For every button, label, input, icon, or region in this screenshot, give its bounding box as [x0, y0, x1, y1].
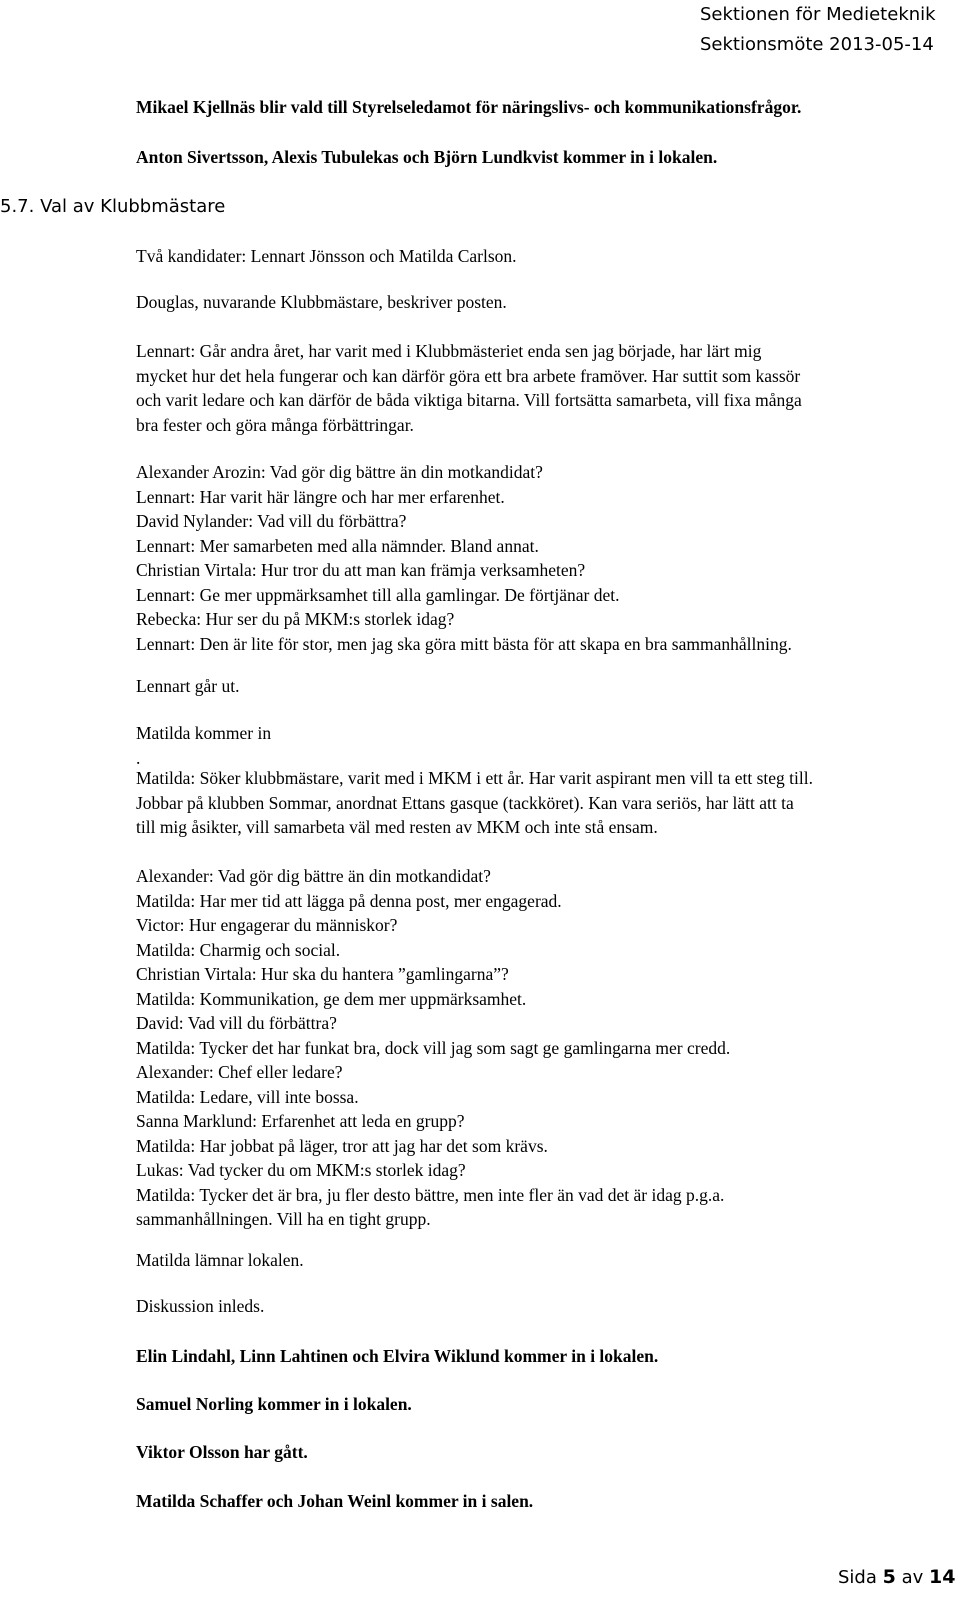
- text-line: Lennart går ut.: [136, 676, 240, 696]
- paragraph: [136, 290, 936, 315]
- header-meeting: Sektionsmöte 2013-05-14: [700, 34, 934, 55]
- paragraph: [136, 766, 936, 840]
- text-line: Matilda: Charmig och social.: [136, 939, 341, 960]
- text-line: Christian Virtala: Hur ska du hantera ”gamlingarna”?: [136, 964, 509, 984]
- text-line: Victor: Hur engagerar du människor?: [136, 915, 398, 935]
- text-line: Mikael Kjellnäs blir vald till Styrelseledamot för näringslivs- och kommunikationsfrågor.: [136, 97, 802, 117]
- text-line: Douglas, nuvarande Klubbmästare, beskriver posten.: [136, 292, 507, 312]
- text-line: Lennart: Har varit här längre och har mer erfarenhet.: [136, 486, 505, 507]
- paragraph: [136, 1489, 936, 1514]
- paragraph: [136, 95, 936, 120]
- text-line: Lennart: Ge mer uppmärksamhet till alla gamlingar. De förtjänar det.: [136, 584, 620, 605]
- paragraph: [136, 339, 936, 437]
- page-footer: [838, 1566, 955, 1588]
- text-line: Alexander: Vad gör dig bättre än din motkandidat?: [136, 866, 491, 886]
- text-line: mycket hur det hela fungerar och kan därför göra ett bra arbete framöver. Har suttit som kassör: [136, 365, 801, 386]
- paragraph: [136, 1392, 936, 1417]
- text-line: Lennart: Mer samarbeten med alla nämnder. Bland annat.: [136, 535, 539, 556]
- paragraph: [136, 1248, 936, 1273]
- section-heading: 5.7. Val av Klubbmästare: [0, 196, 226, 217]
- text-line: Alexander Arozin: Vad gör dig bättre än din motkandidat?: [136, 462, 543, 482]
- text-line: Lukas: Vad tycker du om MKM:s storlek idag?: [136, 1160, 466, 1180]
- text-line: Matilda: Ledare, vill inte bossa.: [136, 1086, 359, 1107]
- text-line: Anton Sivertsson, Alexis Tubulekas och Björn Lundkvist kommer in i lokalen.: [136, 147, 718, 167]
- paragraph: [136, 721, 936, 770]
- text-line: Viktor Olsson har gått.: [136, 1442, 308, 1462]
- text-line: Jobbar på klubben Sommar, anordnat Ettans gasque (tackköret). Kan vara seriös, har lätt att ta: [136, 792, 794, 813]
- text-line: David: Vad vill du förbättra?: [136, 1013, 337, 1033]
- text-line: Matilda: Söker klubbmästare, varit med i MKM i ett år. Har varit aspirant men vill ta ett steg till.: [136, 768, 813, 788]
- text-line: .: [136, 747, 141, 768]
- paragraph: [136, 1440, 936, 1465]
- paragraph: [136, 1344, 936, 1369]
- text-line: och varit ledare och kan därför de båda viktiga bitarna. Vill fortsätta samarbeta, vill fixa många: [136, 390, 802, 410]
- text-line: Lennart: Den är lite för stor, men jag ska göra mitt bästa för att skapa en bra sammanhållning.: [136, 633, 792, 654]
- text-line: Lennart: Går andra året, har varit med i Klubbmästeriet enda sen jag började, har lärt mig: [136, 341, 762, 361]
- text-line: Matilda lämnar lokalen.: [136, 1250, 304, 1270]
- paragraph: [136, 244, 936, 269]
- paragraph: [136, 460, 936, 656]
- text-line: till mig åsikter, vill samarbeta väl med resten av MKM och inte stå ensam.: [136, 817, 658, 837]
- text-line: Matilda kommer in: [136, 723, 272, 743]
- text-line: Matilda: Tycker det har funkat bra, dock vill jag som sagt ge gamlingarna mer credd.: [136, 1037, 731, 1058]
- text-line: Rebecka: Hur ser du på MKM:s storlek idag?: [136, 609, 455, 629]
- text-line: Två kandidater: Lennart Jönsson och Matilda Carlson.: [136, 246, 517, 266]
- header-org: Sektionen för Medieteknik: [700, 4, 936, 25]
- text-line: Sanna Marklund: Erfarenhet att leda en grupp?: [136, 1111, 465, 1131]
- paragraph: [136, 674, 936, 699]
- footer-sida: Sida: [838, 1567, 877, 1588]
- text-line: sammanhållningen. Vill ha en tight grupp.: [136, 1209, 431, 1229]
- text-line: bra fester och göra många förbättringar.: [136, 414, 414, 435]
- text-line: Christian Virtala: Hur tror du att man kan främja verksamheten?: [136, 560, 586, 580]
- text-line: Matilda: Tycker det är bra, ju fler desto bättre, men inte fler än vad det är idag p.g.a.: [136, 1184, 725, 1205]
- text-line: Diskussion inleds.: [136, 1296, 265, 1316]
- paragraph: [136, 145, 936, 170]
- page-header: [700, 0, 960, 60]
- text-line: Matilda Schaffer och Johan Weinl kommer in i salen.: [136, 1491, 534, 1511]
- footer-page-number: 5: [882, 1566, 896, 1588]
- footer-av: av: [901, 1567, 924, 1588]
- paragraph: [136, 864, 936, 1232]
- text-line: Elin Lindahl, Linn Lahtinen och Elvira Wiklund kommer in i lokalen.: [136, 1346, 659, 1366]
- text-line: David Nylander: Vad vill du förbättra?: [136, 511, 407, 531]
- footer-total-pages: 14: [929, 1566, 956, 1588]
- text-line: Alexander: Chef eller ledare?: [136, 1062, 343, 1082]
- text-line: Matilda: Har mer tid att lägga på denna post, mer engagerad.: [136, 890, 562, 911]
- text-line: Samuel Norling kommer in i lokalen.: [136, 1394, 412, 1414]
- paragraph: [136, 1294, 936, 1319]
- text-line: Matilda: Har jobbat på läger, tror att jag har det som krävs.: [136, 1135, 548, 1156]
- text-line: Matilda: Kommunikation, ge dem mer uppmärksamhet.: [136, 988, 527, 1009]
